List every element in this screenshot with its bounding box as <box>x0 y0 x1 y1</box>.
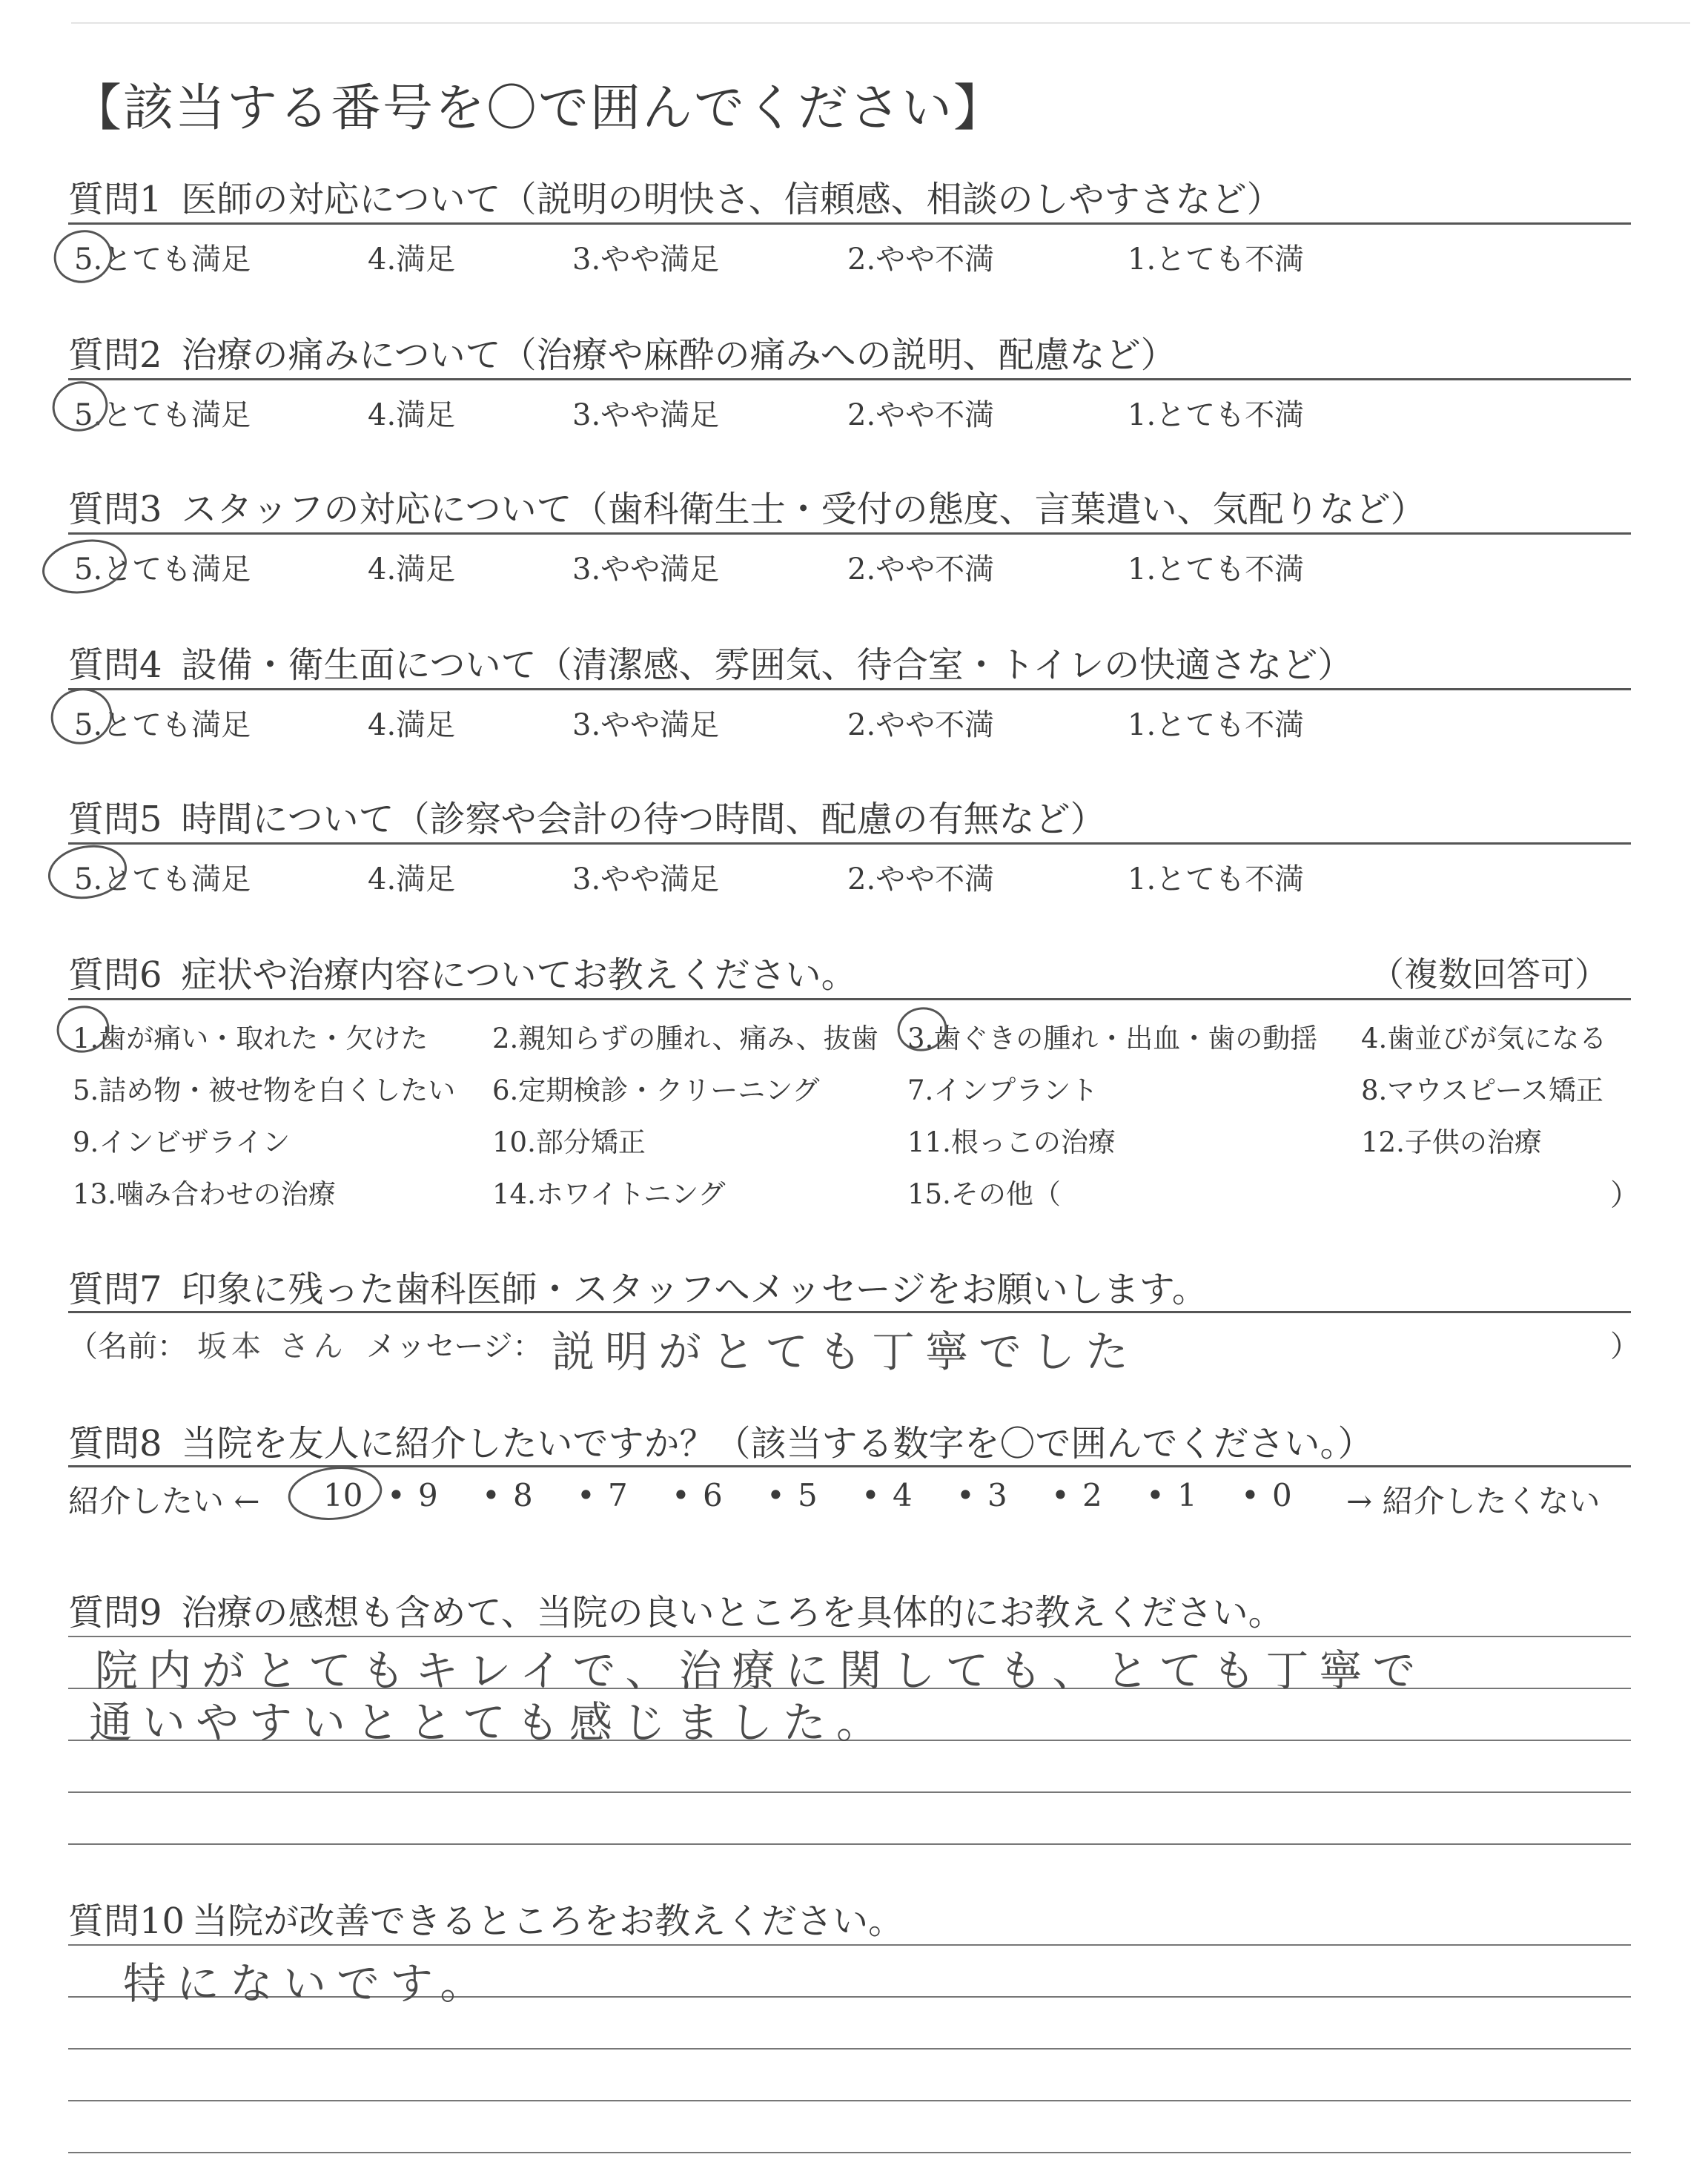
recommend-left-label: 紹介したい ← <box>68 1483 260 1519</box>
question-number: 質問1 <box>68 179 162 220</box>
q6-option-9[interactable]: 9.インビザライン <box>73 1126 291 1158</box>
question-text: 印象に残った歯科医師・スタッフへメッセージをお願いします。 <box>181 1269 1208 1310</box>
question-number: 質問9 <box>68 1592 162 1634</box>
q4-option-1[interactable]: 1.とても不満 <box>1128 708 1305 742</box>
q1-option-4[interactable]: 4.満足 <box>368 242 456 277</box>
scale-value-2[interactable]: 2 <box>1082 1477 1102 1513</box>
question-text: 当院が改善できるところをお教えください。 <box>192 1900 904 1942</box>
q6-option-10[interactable]: 10.部分矯正 <box>492 1126 646 1158</box>
q6-option-5[interactable]: 5.詰め物・被せ物を白くしたい <box>73 1074 456 1106</box>
q2-option-4[interactable]: 4.満足 <box>368 398 456 432</box>
q6-selection-circle-3 <box>896 1005 950 1054</box>
scale-value-6[interactable]: 6 <box>703 1477 723 1513</box>
question-number: 質問8 <box>68 1423 162 1464</box>
scale-value-8[interactable]: 8 <box>513 1477 533 1513</box>
q2-option-1[interactable]: 1.とても不満 <box>1128 398 1305 432</box>
question-number: 質問5 <box>68 799 162 840</box>
q1-option-5[interactable]: 5.とても満足 <box>74 242 251 277</box>
q4-selection-circle <box>47 684 116 748</box>
q5-option-4[interactable]: 4.満足 <box>368 862 456 896</box>
scale-separator: • <box>767 1477 785 1513</box>
scale-value-7[interactable]: 7 <box>608 1477 628 1513</box>
q6-option-6[interactable]: 6.定期検診・クリーニング <box>492 1074 820 1106</box>
name-label: （名前： <box>68 1330 187 1364</box>
q3-option-3[interactable]: 3.やや満足 <box>572 552 720 587</box>
page-title: 【該当する番号を〇で囲んでください】 <box>71 79 1006 138</box>
q1-option-2[interactable]: 2.やや不満 <box>847 242 995 277</box>
scale-value-3[interactable]: 3 <box>987 1477 1007 1513</box>
scale-separator: • <box>956 1477 975 1513</box>
scale-value-9[interactable]: 9 <box>418 1477 438 1513</box>
q6-selection-circle-1 <box>54 1003 111 1056</box>
question-number: 質問4 <box>68 644 162 686</box>
q5-option-5[interactable]: 5.とても満足 <box>74 862 251 896</box>
message-close-paren: ） <box>1610 1330 1640 1364</box>
q2-option-2[interactable]: 2.やや不満 <box>847 398 995 432</box>
question-number: 質問6 <box>68 954 162 996</box>
q1-option-3[interactable]: 3.やや満足 <box>572 242 720 277</box>
scale-value-4[interactable]: 4 <box>893 1477 913 1513</box>
scale-separator: • <box>672 1477 690 1513</box>
multiple-answers-note: （複数回答可） <box>1370 954 1609 994</box>
q3-option-1[interactable]: 1.とても不満 <box>1128 552 1305 587</box>
scale-value-0[interactable]: 0 <box>1272 1477 1292 1513</box>
q6-option-11[interactable]: 11.根っこの治療 <box>907 1126 1116 1158</box>
q4-option-2[interactable]: 2.やや不満 <box>847 708 995 742</box>
question-number: 質問2 <box>68 334 162 376</box>
q8-selection-circle <box>287 1464 383 1524</box>
scale-value-1[interactable]: 1 <box>1177 1477 1197 1513</box>
other-close-paren: ） <box>1610 1178 1640 1212</box>
q3-option-2[interactable]: 2.やや不満 <box>847 552 995 587</box>
q9-answer-line-2[interactable]: 通いやすいととても感じました。 <box>89 1697 890 1748</box>
q1-selection-circle <box>50 226 116 287</box>
q5-option-2[interactable]: 2.やや不満 <box>847 862 995 896</box>
scale-separator: • <box>1146 1477 1165 1513</box>
q4-option-3[interactable]: 3.やや満足 <box>572 708 720 742</box>
q6-option-8[interactable]: 8.マウスピース矯正 <box>1361 1074 1603 1106</box>
q2-option-3[interactable]: 3.やや満足 <box>572 398 720 432</box>
q5-selection-circle <box>45 840 130 903</box>
scale-separator: • <box>482 1477 500 1513</box>
q4-option-5[interactable]: 5.とても満足 <box>74 708 251 742</box>
q9-answer-line-1[interactable]: 院内がとてもキレイで、治療に関しても、とても丁寧で <box>95 1645 1426 1696</box>
message-label: メッセージ： <box>366 1330 543 1364</box>
question-text: 治療の痛みについて（治療や麻酔の痛みへの説明、配慮など） <box>181 334 1176 376</box>
scale-separator: • <box>861 1477 880 1513</box>
scale-value-10[interactable]: 10 <box>323 1477 363 1513</box>
question-text: 症状や治療内容についてお教えください。 <box>181 954 857 996</box>
q6-option-12[interactable]: 12.子供の治療 <box>1361 1126 1542 1158</box>
q6-option-2[interactable]: 2.親知らずの腫れ、痛み、抜歯 <box>492 1023 878 1054</box>
scale-separator: • <box>387 1477 406 1513</box>
scale-value-5[interactable]: 5 <box>798 1477 818 1513</box>
q1-option-1[interactable]: 1.とても不満 <box>1128 242 1305 277</box>
name-value[interactable]: 坂本 さん <box>197 1330 348 1364</box>
q3-option-4[interactable]: 4.満足 <box>368 552 456 587</box>
question-text: 治療の感想も含めて、当院の良いところを具体的にお教えください。 <box>181 1592 1284 1634</box>
recommend-right-label: → 紹介したくない <box>1346 1483 1601 1519</box>
scale-separator: • <box>1051 1477 1070 1513</box>
scale-separator: • <box>1241 1477 1260 1513</box>
q2-option-5[interactable]: 5.とても満足 <box>74 398 251 432</box>
q6-option-1[interactable]: 1.歯が痛い・取れた・欠けた <box>73 1023 428 1054</box>
q2-selection-circle <box>49 377 111 435</box>
question-text: 設備・衛生面について（清潔感、雰囲気、待合室・トイレの快適さなど） <box>181 644 1354 686</box>
question-text: 医師の対応について（説明の明快さ、信頼感、相談のしやすさなど） <box>181 179 1282 220</box>
q6-option-15[interactable]: 15.その他（ <box>907 1178 1061 1210</box>
q10-answer-line-1[interactable]: 特にないです。 <box>123 1958 494 2009</box>
question-number: 質問3 <box>68 489 162 530</box>
scale-separator: • <box>577 1477 595 1513</box>
q3-selection-circle <box>39 535 130 598</box>
message-value[interactable]: 説明がとても丁寧でした <box>552 1327 1139 1377</box>
q6-option-13[interactable]: 13.噛み合わせの治療 <box>73 1178 336 1210</box>
q6-option-3[interactable]: 3.歯ぐきの腫れ・出血・歯の動揺 <box>907 1023 1318 1054</box>
question-text: 時間について（診察や会計の待つ時間、配慮の有無など） <box>181 799 1106 840</box>
question-text: スタッフの対応について（歯科衛生士・受付の態度、言葉遣い、気配りなど） <box>181 489 1426 530</box>
q4-option-4[interactable]: 4.満足 <box>368 708 456 742</box>
question-number: 質問7 <box>68 1269 162 1310</box>
q6-option-14[interactable]: 14.ホワイトニング <box>492 1178 726 1210</box>
q6-option-7[interactable]: 7.インプラント <box>907 1074 1099 1106</box>
q3-option-5[interactable]: 5.とても満足 <box>74 552 251 587</box>
q5-option-1[interactable]: 1.とても不満 <box>1128 862 1305 896</box>
q5-option-3[interactable]: 3.やや満足 <box>572 862 720 896</box>
question-text: 当院を友人に紹介したいですか？（該当する数字を〇で囲んでください。） <box>181 1423 1374 1464</box>
q6-option-4[interactable]: 4.歯並びが気になる <box>1361 1023 1607 1054</box>
question-number: 質問10 <box>68 1900 185 1942</box>
